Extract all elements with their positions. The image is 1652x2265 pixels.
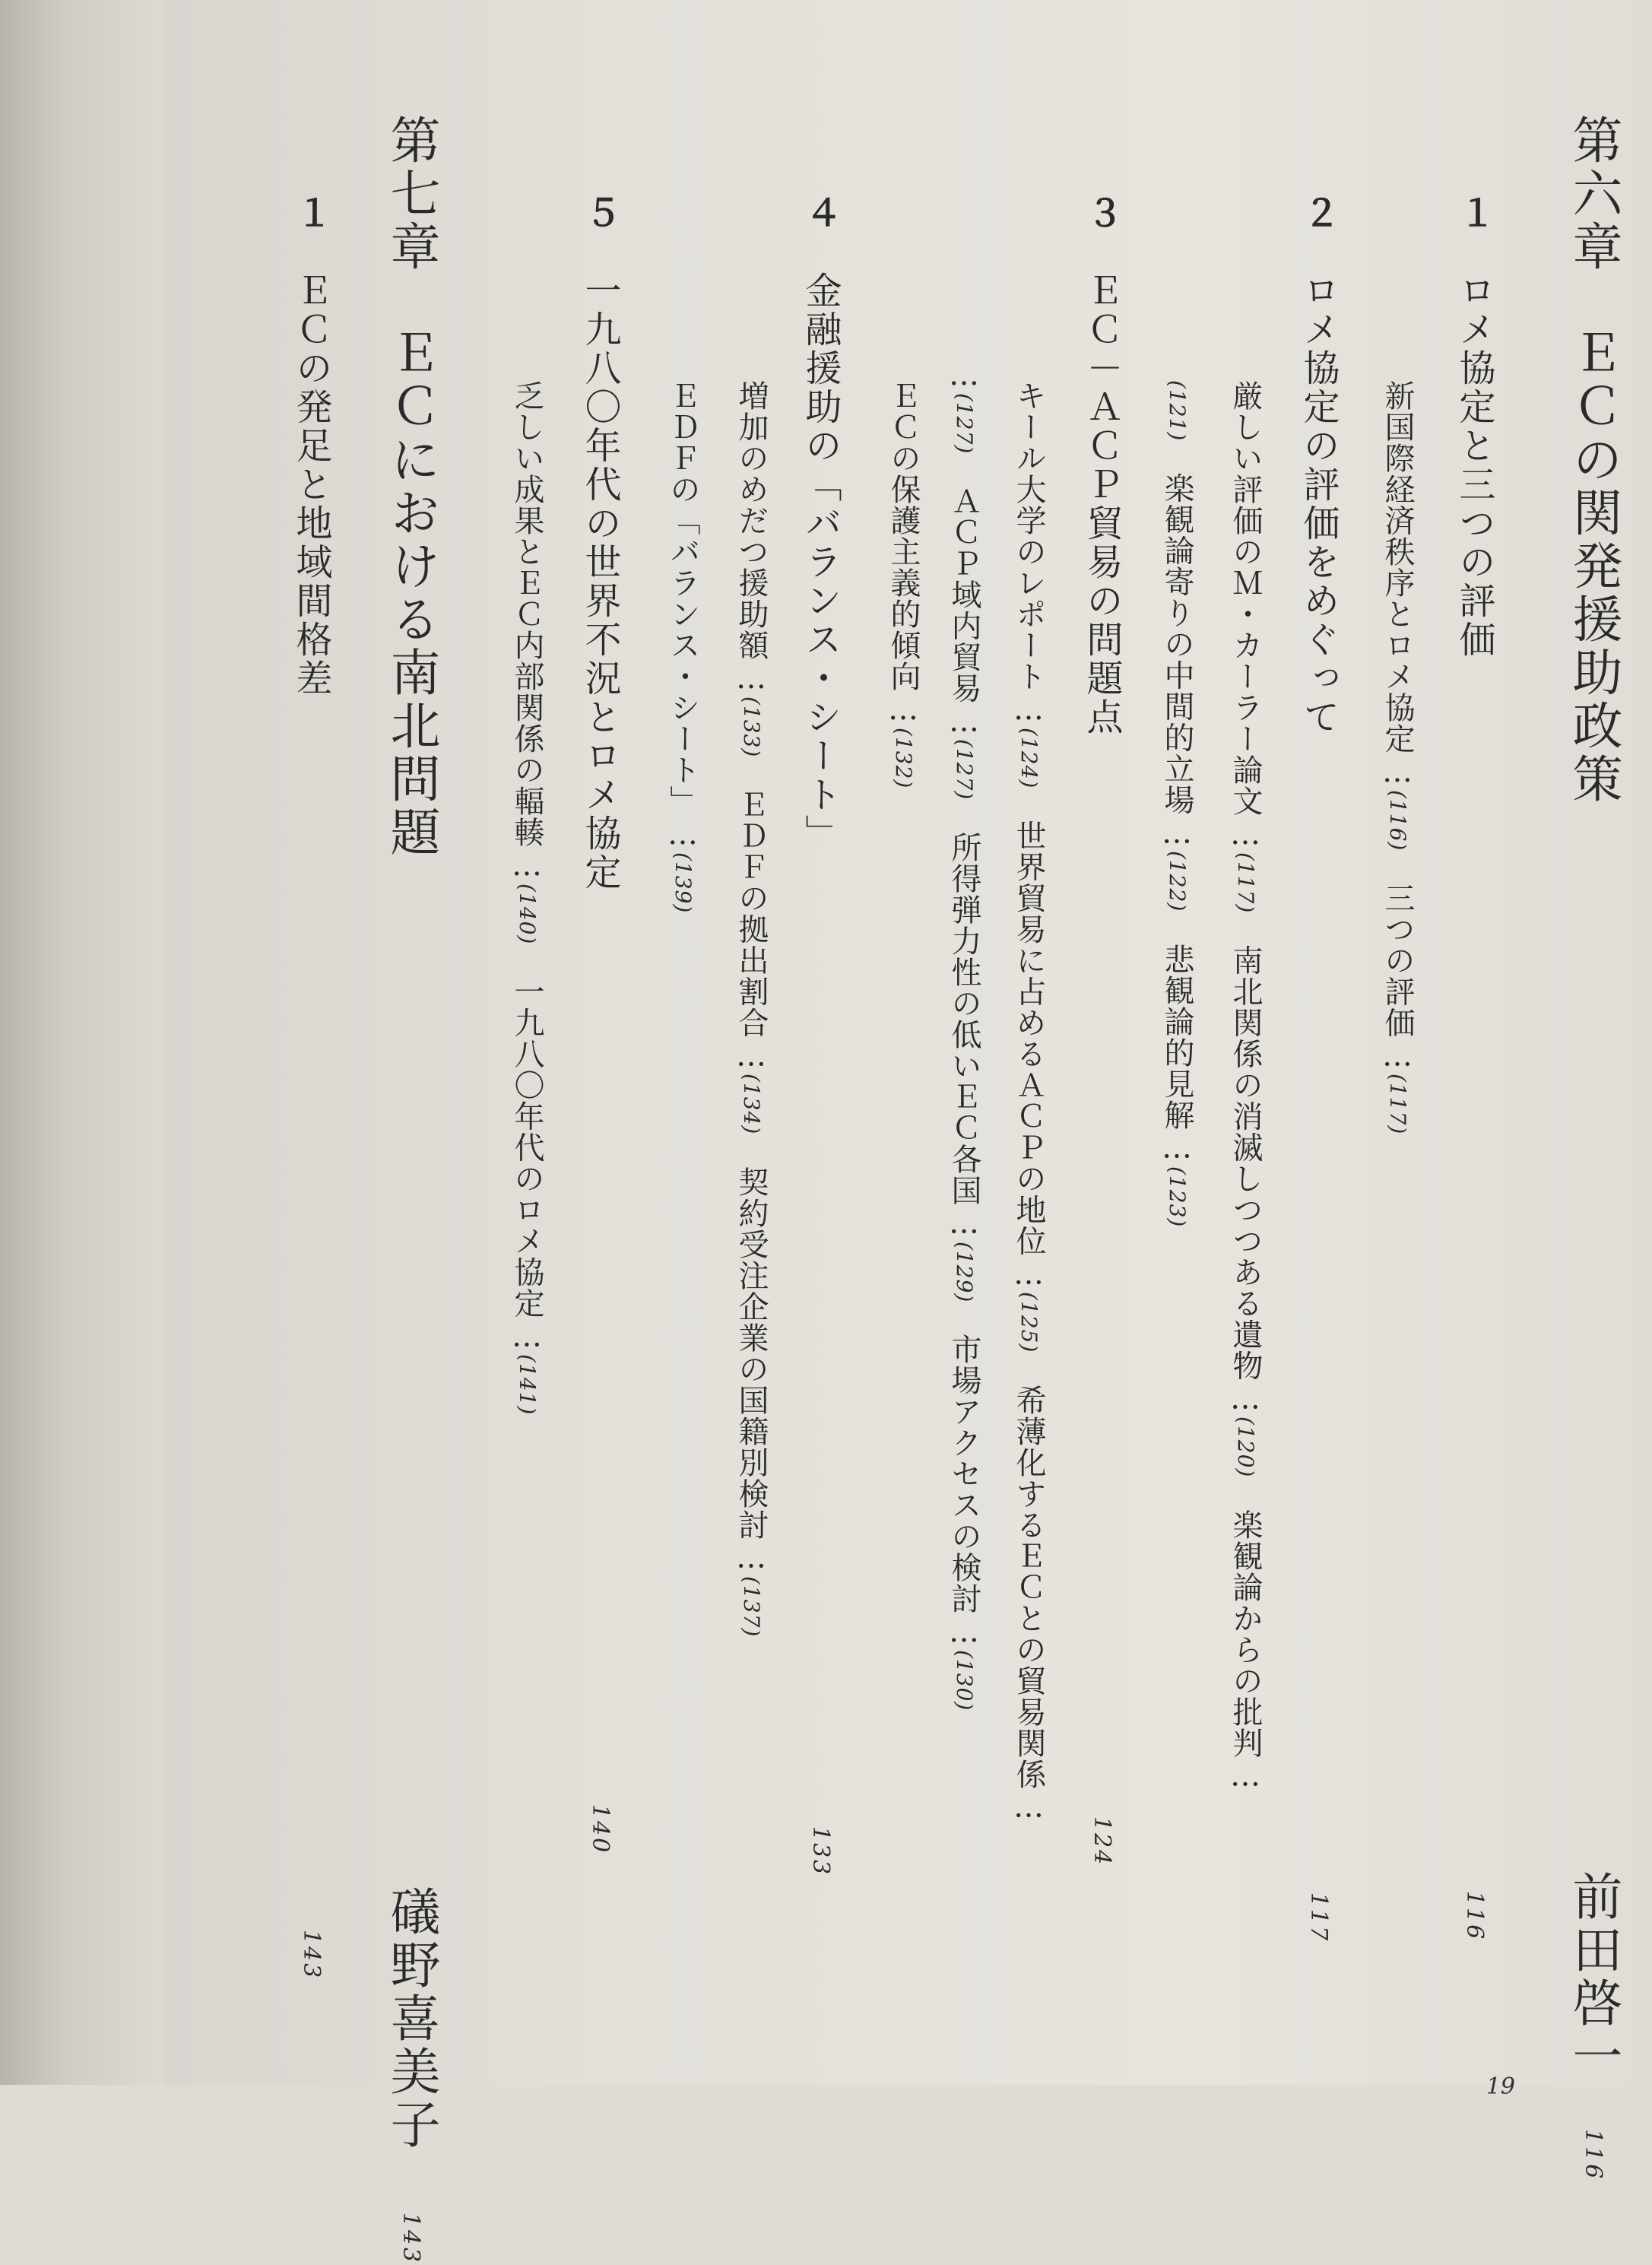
subtopic-page: (121) (1165, 380, 1190, 442)
section-page: 117 (1305, 1892, 1332, 1943)
section-number: １ (290, 194, 332, 233)
subtopic: 増加のめだつ援助額… (734, 380, 769, 696)
subtopic-page: (117) (1385, 1074, 1410, 1135)
subtopic-page: (122) (1165, 851, 1190, 912)
subtopic-page: (125) (1016, 1292, 1042, 1353)
section-5-subtopics (509, 380, 544, 1416)
chapter-7-heading (382, 114, 440, 2265)
subtopic-page: (124) (1016, 728, 1042, 789)
section-title: ＥＣ－ＡＣＰ貿易の問題点 (1080, 271, 1123, 737)
subtopic-page: (127) (952, 739, 977, 801)
subtopic-page: (132) (891, 728, 916, 789)
subtopic-page: (130) (952, 1649, 977, 1711)
subtopic-page: (140) (515, 883, 540, 945)
section-4-subtopics-b (667, 380, 698, 913)
section-3-subtopics-c (886, 380, 921, 789)
section-number: １ (1453, 194, 1495, 233)
subtopic-page: (134) (739, 1074, 764, 1135)
subtopic: 市場アクセスの検討… (946, 1333, 981, 1650)
subtopic: 世界貿易に占めるＡＣＰの地位… (1011, 820, 1046, 1293)
subtopic-page: (139) (671, 852, 696, 914)
section-page: 143 (298, 1930, 325, 1981)
chapter-6-heading (1564, 114, 1622, 2182)
chapter-6-page: 116 (1580, 2129, 1606, 2182)
section-2-subtopics-b (1159, 380, 1194, 1227)
subtopic: 新国際経済秩序とロメ協定… (1380, 380, 1415, 790)
section-number: ３ (1080, 194, 1123, 233)
section-page: 133 (807, 1826, 834, 1877)
subtopic: 所得弾力性の低いＥＣ各国… (946, 831, 981, 1242)
section-number: ５ (579, 194, 621, 233)
subtopic: ＥＣの保護主義的傾向… (886, 380, 921, 728)
subtopic-page: (141) (515, 1354, 540, 1416)
section-page: 124 (1089, 1816, 1115, 1867)
subtopic-page: (116) (1385, 790, 1410, 852)
section-4-heading (799, 194, 842, 1877)
section-3-subtopics-a (1013, 380, 1044, 1826)
section-number: ４ (799, 194, 842, 233)
section-1-subtopics (1382, 380, 1413, 1135)
toc-page (163, 0, 1652, 2265)
chapter-7-author: 礒野喜美子 (382, 1886, 440, 2152)
section-3-heading (1080, 194, 1123, 1867)
section-title: ＥＣの発足と地域間格差 (290, 271, 332, 698)
chapter-7-page: 143 (398, 2213, 424, 2265)
subtopic-page: (117) (1233, 852, 1258, 914)
section-3-subtopics-b: …(127) ＡＣＰ域内貿易…(127) 所得弾力性の低いＥＣ各国…(129) 市場アクセスの検討…(130) (946, 357, 981, 1711)
chapter-6-title: 第六章 ＥＣの関発援助政策 (1564, 114, 1622, 806)
section-1-heading (1453, 194, 1495, 1942)
subtopic: 悲観論的見解… (1159, 943, 1194, 1166)
subtopic: キール大学のレポート… (1011, 380, 1046, 728)
subtopic: ＥＤＦの拠出割合… (734, 788, 769, 1074)
subtopic-page: (127) (952, 393, 977, 455)
section-title: 一九八〇年代の世界不況とロメ協定 (579, 271, 621, 892)
chapter-7-title: 第七章 ＥＣにおける南北問題 (382, 114, 440, 859)
section-title: ロメ協定の評価をめぐって (1297, 271, 1340, 737)
subtopic-page: (129) (952, 1241, 977, 1302)
subtopic-page: (133) (739, 696, 764, 758)
section-title: ロメ協定と三つの評価 (1453, 271, 1495, 659)
subtopic-page: (137) (739, 1575, 764, 1637)
page-folio: 19 (1486, 2073, 1515, 2100)
subtopic: ＥＤＦの「バランス・シート」… (665, 380, 700, 852)
section-title: 金融援助の「バランス・シート」 (799, 271, 842, 853)
section-number: ２ (1297, 194, 1340, 233)
subtopic: 契約受注企業の国籍別検討… (734, 1166, 769, 1576)
subtopic: 南北関係の消滅しつつある遺物… (1228, 944, 1263, 1417)
section-4-subtopics-a (734, 380, 769, 1637)
subtopic: 希薄化するＥＣとの貿易関係… (1011, 1384, 1046, 1826)
subtopic: 一九八〇年代のロメ協定… (509, 975, 544, 1355)
ch7-section-1-heading (290, 194, 332, 1981)
subtopic: 楽観論からの批判… (1228, 1508, 1263, 1794)
section-page: 116 (1461, 1891, 1488, 1942)
section-page: 140 (587, 1804, 614, 1855)
section-5-heading (579, 194, 621, 1855)
subtopic: 乏しい成果とＥＣ内部関係の輻輳… (509, 380, 544, 883)
subtopic: 楽観論寄りの中間的立場… (1159, 472, 1194, 852)
subtopic-page: (120) (1233, 1416, 1258, 1478)
subtopic: 厳しい評価のＭ・カーラー論文… (1228, 380, 1263, 852)
section-2-subtopics-a (1228, 380, 1263, 1794)
subtopic: 三つの評価… (1380, 882, 1415, 1074)
book-gutter (0, 0, 163, 2085)
subtopic: ＡＣＰ域内貿易… (946, 485, 981, 740)
chapter-6-author: 前田啓一 (1564, 1870, 1622, 2083)
section-2-heading (1297, 194, 1340, 1943)
subtopic-page: (123) (1165, 1166, 1190, 1227)
